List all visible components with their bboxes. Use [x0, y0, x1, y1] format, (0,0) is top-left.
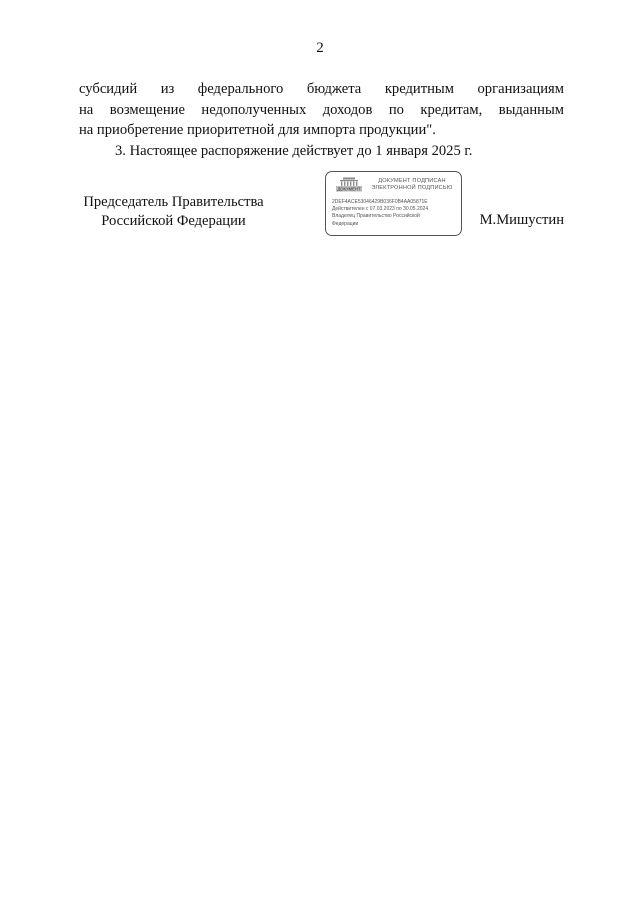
- signatory-title-line: Российской Федерации: [101, 213, 246, 229]
- certificate-owner: Владелец Правительство Российской: [332, 213, 420, 220]
- signer-name: М.Мишустин: [479, 212, 564, 228]
- e-signature-stamp: [325, 171, 462, 236]
- paragraph-line: на возмещение недополученных доходов по кредитам, выданным: [79, 101, 564, 118]
- paragraph-line: на приобретение приоритетной для импорта продукции".: [79, 122, 436, 138]
- paragraph-line: субсидий из федерального бюджета кредитным организациям: [79, 81, 564, 97]
- signatory-title: [76, 193, 271, 231]
- stamp-heading-line: ЭЛЕКТРОННОЙ ПОДПИСЬЮ: [371, 185, 453, 191]
- clause-3: 3. Настоящее распоряжение действует до 1 января 2025 г.: [115, 142, 473, 159]
- signatory-title-line: Председатель Правительства: [83, 194, 264, 210]
- stamp-heading-line: ДОКУМЕНТ ПОДПИСАН: [378, 178, 446, 184]
- government-building-emblem-icon: [334, 177, 364, 192]
- document-body: [79, 79, 564, 161]
- stamp-heading: [366, 178, 458, 192]
- certificate-validity: Действителен с 07.03.2023 по 30.05.2024: [332, 206, 429, 213]
- page-number: 2: [316, 40, 324, 56]
- stamp-details: [332, 199, 460, 228]
- emblem-caption: ДОКУМЕНТ: [337, 186, 361, 192]
- certificate-owner: Федерации: [332, 220, 359, 227]
- certificate-id: 2DEF4ACE53046429B036F0B4AA05871E: [332, 199, 428, 205]
